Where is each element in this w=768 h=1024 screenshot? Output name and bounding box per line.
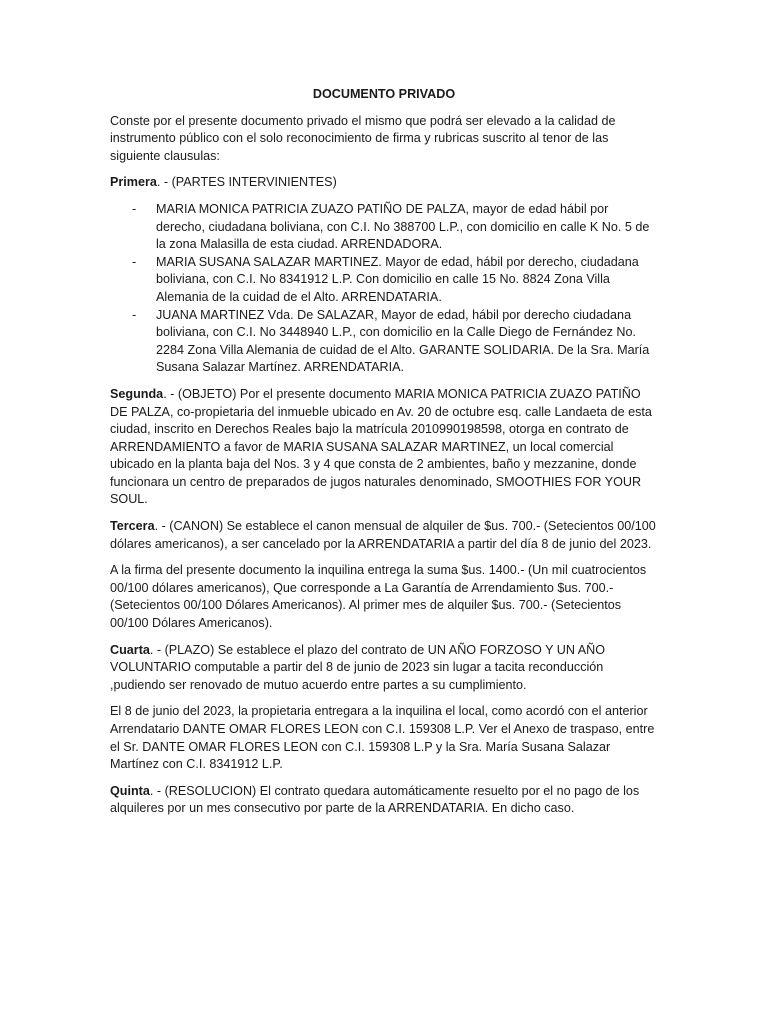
clause-tercera-label: Tercera (110, 519, 155, 534)
party-item-garante (110, 307, 658, 377)
clause-cuarta-text: . - (PLAZO) Se establece el plazo del contrato de UN AÑO FORZOSO Y UN AÑO VOLUNTARIO computable a partir del 8 de junio de 2023 sin lugar a tacita reconducción ,pudiendo ser renovado de mutuo acuerdo entre partes a su cumplimiento. (110, 642, 606, 692)
party-text: MARIA MONICA PATRICIA ZUAZO PATIÑO DE PALZA, mayor de edad hábil por derecho, ciudadana boliviana, con C.I. No 388700 L.P., con domicilio en calle K No. 5 de la zona Malasilla de esta ciudad. ARRENDADORA. (156, 201, 650, 252)
party-text: JUANA MARTINEZ Vda. De SALAZAR, Mayor de edad, hábil por derecho ciudadana boliviana, con C.I. No 3448940 L.P., con domicilio en la Calle Diego de Fernández No. 2284 Zona Villa Alemania de cuidad de el Alto. GARANTE SOLIDARIA. De la Sra. María Susana Salazar Martínez. ARRENDATARIA. (156, 307, 650, 375)
party-item-arrendadora (110, 201, 658, 254)
party-text: MARIA SUSANA SALAZAR MARTINEZ. Mayor de edad, hábil por derecho, ciudadana boliviana, con C.I. No 8341912 L.P. Con domicilio en calle 15 No. 8824 Zona Villa Alemania de la cuidad de el Alto. ARRENDATARIA. (156, 254, 639, 304)
clause-quinta-text: . - (RESOLUCION) El contrato quedara automáticamente resuelto por el no pago de los alquileres por un mes consecutivo por parte de la ARRENDATARIA. En dicho caso. (110, 783, 640, 816)
clause-cuarta-label: Cuarta (110, 642, 150, 657)
parties-list (110, 201, 658, 377)
document-body (110, 86, 658, 827)
document-title: DOCUMENTO PRIVADO (312, 87, 456, 101)
clause-cuarta-delivery-paragraph: El 8 de junio del 2023, la propietaria entregara a la inquilina el local, como acordó con el anterior Arrendatario DANTE OMAR FLORES LEON con C.I. 159308 L.P. Ver el Anexo de traspaso, entre el Sr. DANTE OMAR FLORES LEON con C.I. 159308 L.P y la Sra. María Susana Salazar Martínez con C.I. 8341912 L.P. (110, 704, 655, 772)
clause-tercera-payment-paragraph: A la firma del presente documento la inquilina entrega la suma $us. 1400.- (Un mil cuatrocientos 00/100 dólares americanos), Que corresponde a La Garantía de Arrendamiento $us. 700.- (Setecientos 00/100 Dólares Americanos). Al primer mes de alquiler $us. 700.- (Setecientos 00/100 Dólares Americanos). (110, 563, 647, 631)
clause-primera-text: . - (PARTES INTERVINIENTES) (156, 175, 337, 190)
list-dash: - (132, 254, 137, 269)
clause-segunda-text: . - (OBJETO) Por el presente documento MARIA MONICA PATRICIA ZUAZO PATIÑO DE PALZA, co-propietaria del inmueble ubicado en Av. 20 de octubre esq. calle Landaeta de esta ciudad, inscrito en Derechos Reales bajo la matrícula 2010990198598, otorga en contrato de ARRENDAMIENTO a favor de MARIA SUSANA SALAZAR MARTINEZ, un local comercial ubicado en la planta baja del Nos. 3 y 4 que consta de 2 ambientes, baño y mezzanine, donde funcionara un centro de preparados de jugos naturales denominado, SMOOTHIES FOR YOUR SOUL. (110, 386, 652, 507)
clause-segunda (110, 386, 658, 509)
clause-segunda-label: Segunda (110, 386, 164, 401)
list-dash: - (132, 307, 137, 322)
intro-paragraph: Conste por el presente documento privado el mismo que podrá ser elevado a la calidad de instrumento público con el solo reconocimiento de firma y rubricas suscrito al tenor de las siguiente clausulas: (110, 113, 616, 163)
clause-primera (110, 174, 658, 192)
clause-cuarta (110, 642, 658, 695)
list-dash: - (132, 201, 137, 216)
clause-tercera-text: . - (CANON) Se establece el canon mensual de alquiler de $us. 700.- (Setecientos 00/100 dólares americanos), a ser cancelado por la ARRENDATARIA a partir del día 8 de junio del 2023. (110, 519, 656, 551)
clause-quinta-label: Quinta (110, 783, 150, 798)
party-item-arrendataria (110, 254, 658, 307)
clause-tercera (110, 518, 658, 553)
clause-quinta (110, 783, 658, 818)
clause-primera-label: Primera (110, 175, 157, 190)
